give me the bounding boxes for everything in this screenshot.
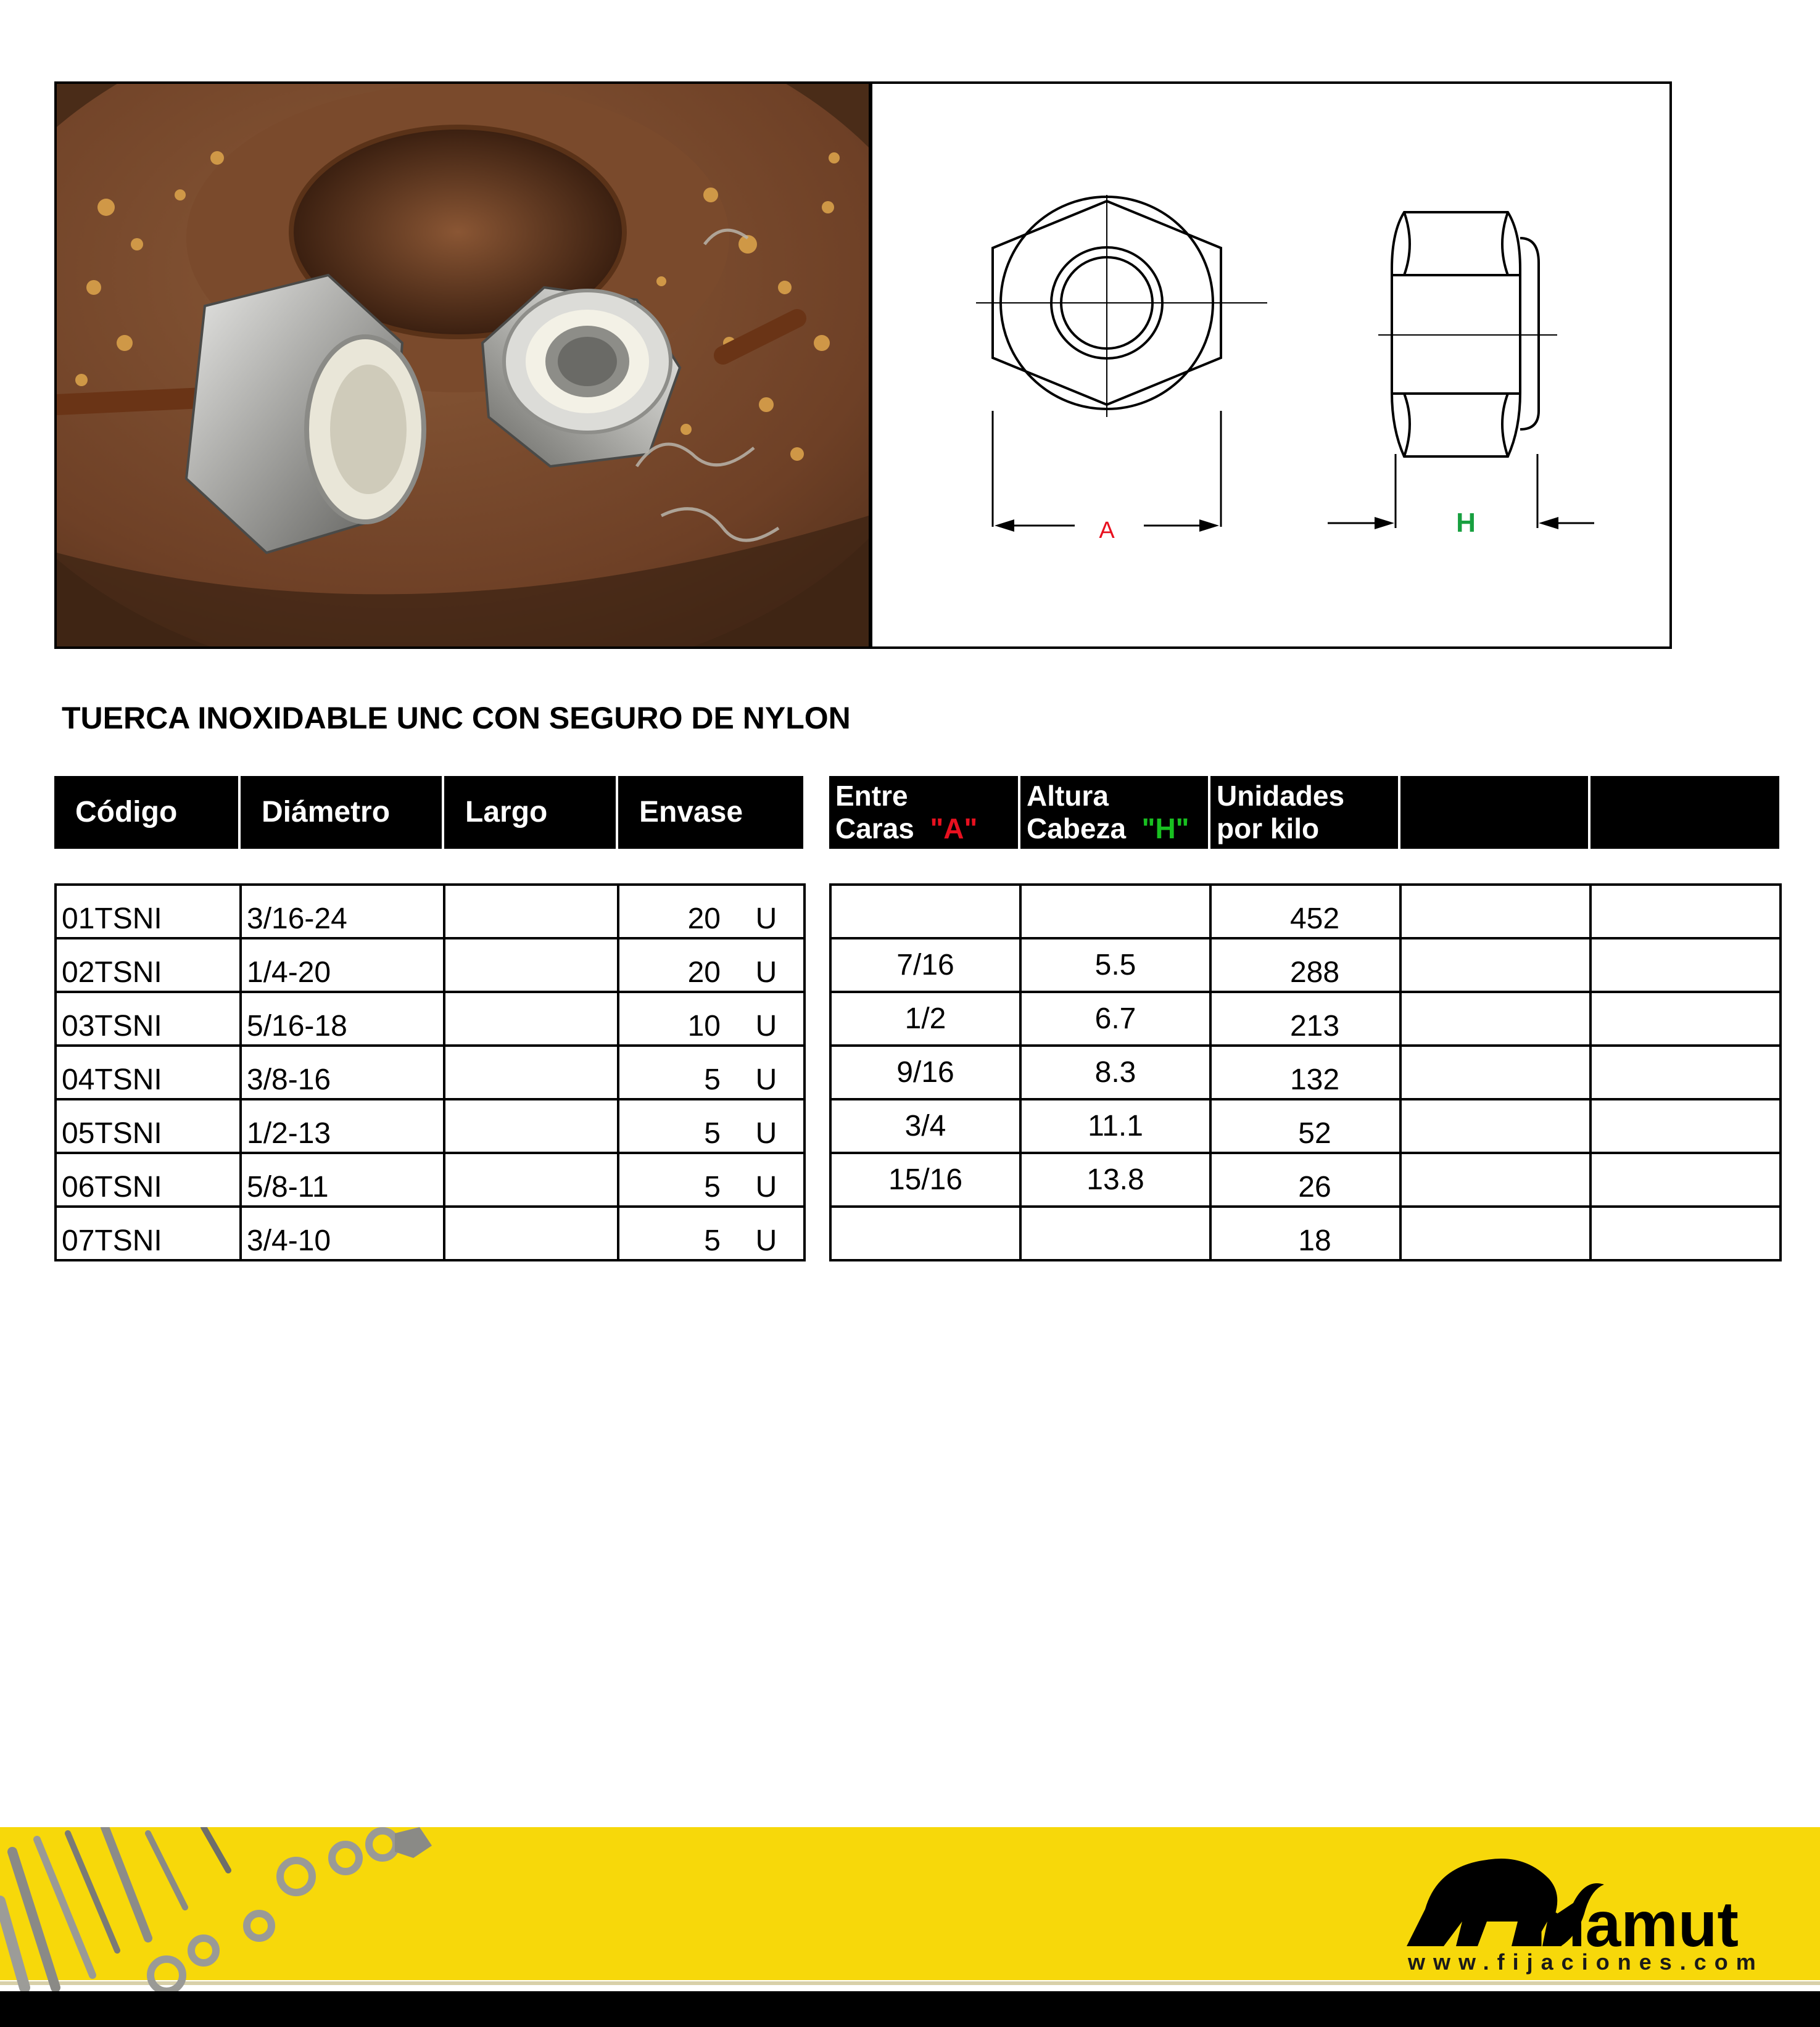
cell-blank xyxy=(1590,1153,1781,1207)
mamut-logo xyxy=(1400,1841,1746,1952)
cell-entre-caras xyxy=(830,885,1020,938)
cell-blank xyxy=(1400,992,1590,1046)
header-blank-5 xyxy=(1589,776,1779,849)
cell-diametro: 3/16-24 xyxy=(241,885,444,938)
brand-wordmark: mamut xyxy=(1528,1889,1739,1952)
cell-codigo: 05TSNI xyxy=(56,1099,241,1153)
cell-altura-cabeza xyxy=(1020,885,1210,938)
cell-blank xyxy=(1590,1207,1781,1260)
envase-qty: 10 xyxy=(687,1010,721,1042)
header-unidades-kilo xyxy=(1209,776,1399,849)
envase-unit: U xyxy=(755,1063,777,1096)
cell-blank xyxy=(1590,1046,1781,1099)
cell-entre-caras: 7/16 xyxy=(830,938,1020,992)
cell-envase xyxy=(618,1046,805,1099)
header-entre-line1: Entre xyxy=(835,780,908,812)
fasteners-collage-icon xyxy=(0,1827,444,1991)
cell-entre-caras: 15/16 xyxy=(830,1153,1020,1207)
header-entre-line2: Caras xyxy=(835,812,914,844)
cell-blank xyxy=(1590,885,1781,938)
table-row xyxy=(56,1207,805,1260)
table-row xyxy=(830,885,1781,938)
cell-diametro: 3/4-10 xyxy=(241,1207,444,1260)
cell-codigo: 04TSNI xyxy=(56,1046,241,1099)
header-diametro: Diámetro xyxy=(239,776,443,849)
cell-blank xyxy=(1400,1207,1590,1260)
nut-side-view xyxy=(1328,212,1594,528)
cell-blank xyxy=(1590,1099,1781,1153)
right-table-header xyxy=(829,776,1779,849)
cell-entre-caras: 9/16 xyxy=(830,1046,1020,1099)
cell-entre-caras: 3/4 xyxy=(830,1099,1020,1153)
envase-unit: U xyxy=(755,956,777,989)
envase-unit: U xyxy=(755,902,777,935)
cell-altura-cabeza: 13.8 xyxy=(1020,1153,1210,1207)
header-entre-caras xyxy=(829,776,1019,849)
page-title: TUERCA INOXIDABLE UNC CON SEGURO DE NYLON xyxy=(62,701,851,735)
table-row xyxy=(56,885,805,938)
cell-envase xyxy=(618,1207,805,1260)
cell-diametro: 5/16-18 xyxy=(241,992,444,1046)
cell-codigo: 07TSNI xyxy=(56,1207,241,1260)
envase-qty: 20 xyxy=(687,956,721,989)
table-row xyxy=(830,938,1781,992)
footer-url: www.fijaciones.com xyxy=(1408,1949,1764,1975)
table-row xyxy=(830,1099,1781,1153)
cell-largo xyxy=(444,1046,618,1099)
header-altura-mark: "H" xyxy=(1141,812,1189,844)
envase-qty: 5 xyxy=(704,1117,721,1150)
table-row xyxy=(56,992,805,1046)
dimension-label-a: A xyxy=(1099,518,1115,543)
cell-blank xyxy=(1400,938,1590,992)
header-codigo: Código xyxy=(54,776,239,849)
table-row xyxy=(56,1046,805,1099)
cell-altura-cabeza: 11.1 xyxy=(1020,1099,1210,1153)
cell-blank xyxy=(1590,992,1781,1046)
cell-blank xyxy=(1400,1153,1590,1207)
cell-diametro: 1/4-20 xyxy=(241,938,444,992)
footer-bottom-bar xyxy=(0,1991,1820,2027)
envase-unit: U xyxy=(755,1117,777,1150)
envase-qty: 5 xyxy=(704,1063,721,1096)
table-row xyxy=(56,938,805,992)
cell-diametro: 1/2-13 xyxy=(241,1099,444,1153)
header-altura-line1: Altura xyxy=(1027,780,1109,812)
cell-unidades-kilo: 26 xyxy=(1210,1153,1400,1207)
header-altura-cabeza xyxy=(1019,776,1209,849)
cell-blank xyxy=(1400,1046,1590,1099)
cell-envase xyxy=(618,1153,805,1207)
cell-altura-cabeza: 8.3 xyxy=(1020,1046,1210,1099)
cell-largo xyxy=(444,1099,618,1153)
envase-unit: U xyxy=(755,1010,777,1042)
cell-unidades-kilo: 132 xyxy=(1210,1046,1400,1099)
cell-altura-cabeza: 6.7 xyxy=(1020,992,1210,1046)
cell-unidades-kilo: 52 xyxy=(1210,1099,1400,1153)
header-envase: Envase xyxy=(617,776,803,849)
header-largo: Largo xyxy=(443,776,617,849)
cell-largo xyxy=(444,938,618,992)
cell-unidades-kilo: 18 xyxy=(1210,1207,1400,1260)
cell-diametro: 5/8-11 xyxy=(241,1153,444,1207)
cell-unidades-kilo: 288 xyxy=(1210,938,1400,992)
envase-qty: 5 xyxy=(704,1171,721,1203)
left-table-body xyxy=(54,883,806,1261)
cell-codigo: 01TSNI xyxy=(56,885,241,938)
cell-envase xyxy=(618,992,805,1046)
cell-blank xyxy=(1400,1099,1590,1153)
table-row xyxy=(56,1099,805,1153)
cell-entre-caras: 1/2 xyxy=(830,992,1020,1046)
cell-codigo: 02TSNI xyxy=(56,938,241,992)
nylon-lock-nuts-photo xyxy=(57,84,869,646)
technical-drawing xyxy=(870,81,1672,649)
cell-largo xyxy=(444,885,618,938)
cell-codigo: 06TSNI xyxy=(56,1153,241,1207)
header-entre-mark: "A" xyxy=(930,812,978,844)
cell-codigo: 03TSNI xyxy=(56,992,241,1046)
header-unidades-line2: por kilo xyxy=(1217,812,1320,844)
cell-altura-cabeza xyxy=(1020,1207,1210,1260)
dimension-label-h: H xyxy=(1456,508,1476,538)
header-blank-4 xyxy=(1399,776,1589,849)
cell-blank xyxy=(1590,938,1781,992)
cell-envase xyxy=(618,1099,805,1153)
table-row xyxy=(830,1046,1781,1099)
header-altura-line2: Cabeza xyxy=(1027,812,1127,844)
envase-qty: 20 xyxy=(687,902,721,935)
cell-unidades-kilo: 213 xyxy=(1210,992,1400,1046)
right-table-body xyxy=(829,883,1782,1261)
table-row xyxy=(56,1153,805,1207)
table-row xyxy=(830,1207,1781,1260)
cell-altura-cabeza: 5.5 xyxy=(1020,938,1210,992)
cell-largo xyxy=(444,1153,618,1207)
left-table-header xyxy=(54,776,803,849)
header-unidades-line1: Unidades xyxy=(1217,780,1345,812)
cell-entre-caras xyxy=(830,1207,1020,1260)
cell-envase xyxy=(618,885,805,938)
cell-largo xyxy=(444,1207,618,1260)
cell-envase xyxy=(618,938,805,992)
cell-largo xyxy=(444,992,618,1046)
envase-unit: U xyxy=(755,1224,777,1257)
envase-qty: 5 xyxy=(704,1224,721,1257)
envase-unit: U xyxy=(755,1171,777,1203)
nut-dimension-diagram xyxy=(872,84,1669,646)
cell-diametro: 3/8-16 xyxy=(241,1046,444,1099)
table-row xyxy=(830,992,1781,1046)
cell-blank xyxy=(1400,885,1590,938)
cell-unidades-kilo: 452 xyxy=(1210,885,1400,938)
product-photo xyxy=(54,81,871,649)
table-row xyxy=(830,1153,1781,1207)
